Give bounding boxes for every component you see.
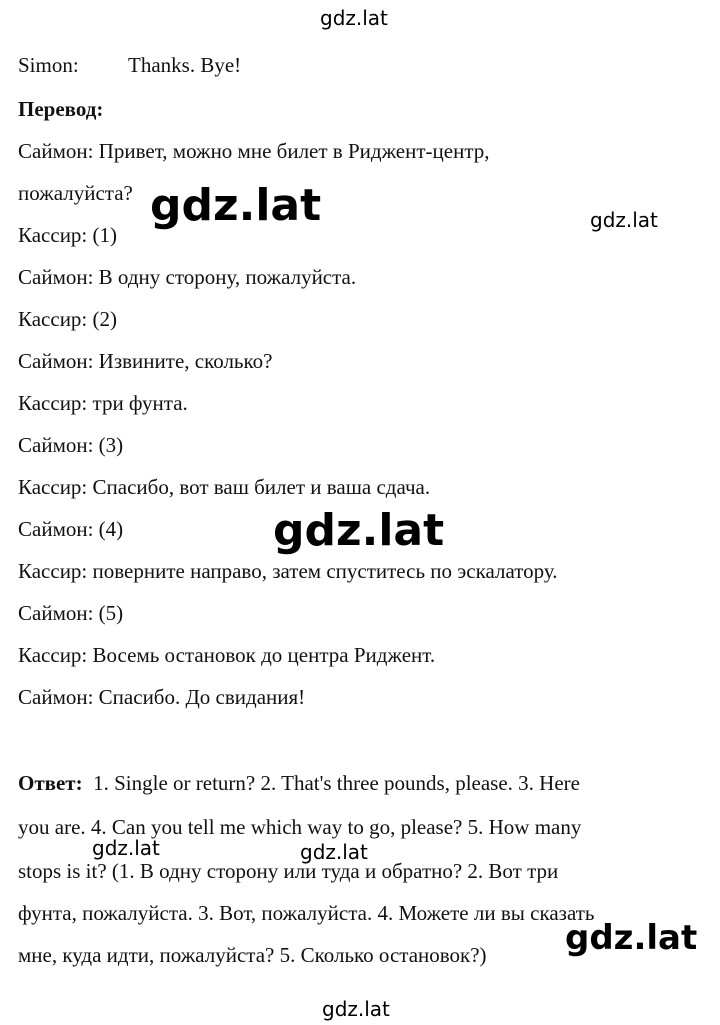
translation-line: Кассир: (2) (18, 307, 118, 331)
translation-line: Саймон: В одну сторону, пожалуйста. (18, 265, 357, 289)
dialogue-text: Thanks. Bye! (128, 53, 242, 77)
translation-line: Саймон: (4) (18, 517, 124, 541)
watermark-large-3: gdz.lat (565, 918, 698, 958)
translation-line: Кассир: поверните направо, затем спуститесь по эскалатору. (18, 559, 558, 583)
watermark-center-2: gdz.lat (300, 840, 368, 864)
watermark-top: gdz.lat (320, 6, 388, 30)
answer-line (18, 770, 580, 796)
answer-label: Ответ: (18, 771, 83, 795)
translation-line: Саймон: Привет, можно мне билет в Риджент-центр, (18, 139, 490, 163)
watermark-right-1: gdz.lat (590, 208, 658, 232)
answer-text: 1. Single or return? 2. That's three pounds, please. 3. Here (93, 771, 580, 795)
translation-line: Кассир: Спасибо, вот ваш билет и ваша сдача. (18, 475, 431, 499)
answer-line: фунта, пожалуйста. 3. Вот, пожалуйста. 4. Можете ли вы сказать (18, 901, 595, 925)
answer-line: мне, куда идти, пожалуйста? 5. Сколько остановок?) (18, 943, 487, 967)
translation-heading: Перевод: (18, 97, 104, 121)
translation-line: Кассир: (1) (18, 223, 118, 247)
answer-line: stops is it? (1. В одну сторону или туда и обратно? 2. Вот три (18, 859, 559, 883)
speaker-label: Simon: (18, 53, 79, 77)
watermark-bottom: gdz.lat (322, 997, 390, 1021)
watermark-large-1: gdz.lat (150, 180, 322, 231)
translation-line: Саймон: (3) (18, 433, 124, 457)
translation-line: Саймон: Извините, сколько? (18, 349, 273, 373)
watermark-left-2: gdz.lat (92, 836, 160, 860)
translation-line: Саймон: Спасибо. До свидания! (18, 685, 306, 709)
answer-line: you are. 4. Can you tell me which way to go, please? 5. How many (18, 815, 582, 839)
dialogue-line-en (18, 52, 241, 78)
translation-line: Кассир: три фунта. (18, 391, 188, 415)
translation-line: Кассир: Восемь остановок до центра Риджент. (18, 643, 436, 667)
translation-line: пожалуйста? (18, 181, 133, 205)
watermark-large-2: gdz.lat (273, 505, 445, 556)
translation-line: Саймон: (5) (18, 601, 124, 625)
